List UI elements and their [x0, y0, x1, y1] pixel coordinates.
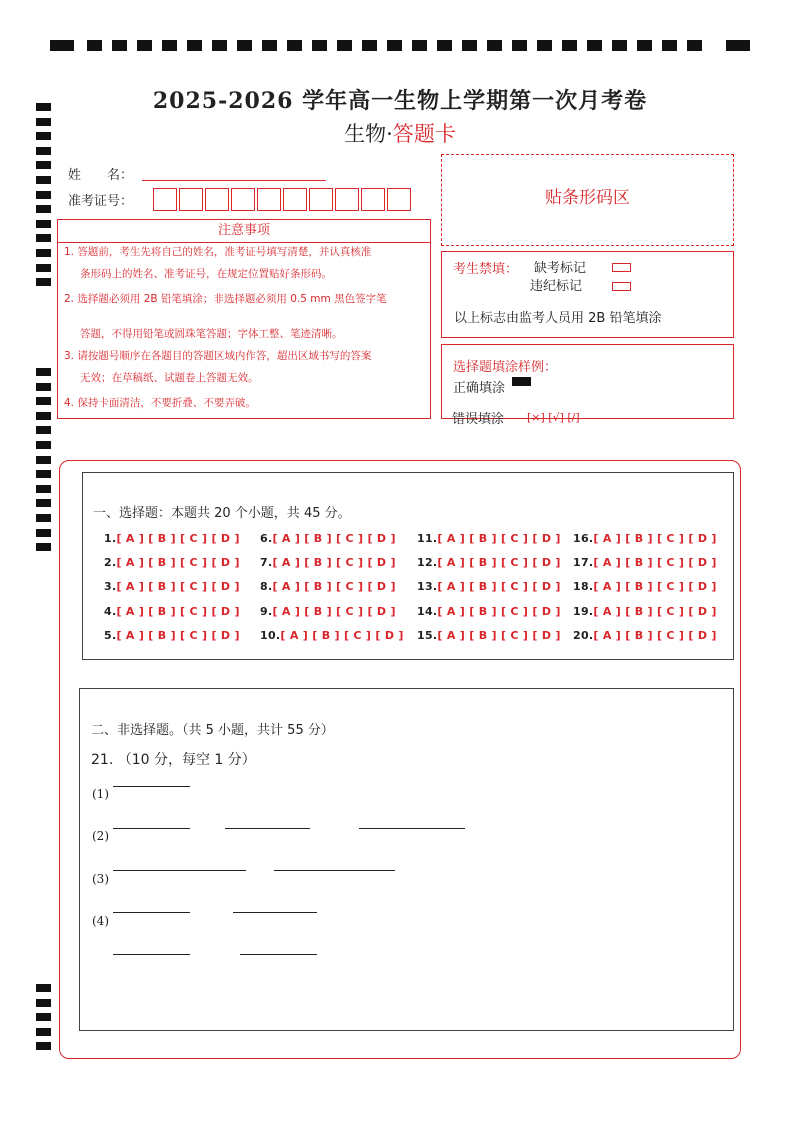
answer-options[interactable]: [ A ] [ B ] [ C ] [ D ] [272, 580, 396, 593]
part-label: (3) [92, 872, 109, 886]
mcq-question[interactable] [573, 605, 717, 618]
absence-box [441, 251, 734, 338]
answer-options[interactable]: [ A ] [ B ] [ C ] [ D ] [116, 580, 240, 593]
answer-options[interactable]: [ A ] [ B ] [ C ] [ D ] [593, 532, 717, 545]
timing-mark [36, 529, 51, 537]
notice-item: 1. 答题前，考生先将自己的姓名，准考证号填写清楚，并认真核准 [64, 246, 372, 258]
mcq-question[interactable] [104, 556, 240, 569]
answer-blank[interactable] [113, 912, 190, 913]
question-number: 2. [104, 556, 117, 569]
question-21-heading: 21. （10 分，每空 1 分） [91, 752, 256, 768]
page-title: 2025-2026 学年高一生物上学期第一次月考卷 [152, 88, 648, 114]
question-number: 9. [260, 605, 273, 618]
timing-mark [36, 1013, 51, 1021]
timing-mark [36, 161, 51, 169]
timing-mark [36, 176, 51, 184]
notice-box [57, 219, 431, 419]
question-number: 6. [260, 532, 273, 545]
timing-mark [36, 456, 51, 464]
correct-fill-sample [512, 377, 531, 386]
question-number: 20. [573, 629, 594, 642]
question-number: 7. [260, 556, 273, 569]
question-number: 19. [573, 605, 594, 618]
timing-mark [36, 1028, 51, 1036]
question-number: 8. [260, 580, 273, 593]
mcq-question[interactable] [104, 629, 240, 642]
answer-options[interactable]: [ A ] [ B ] [ C ] [ D ] [593, 629, 717, 642]
wrong-fill-label: 错误填涂 [452, 412, 505, 427]
answer-options[interactable]: [ A ] [ B ] [ C ] [ D ] [272, 556, 396, 569]
mcq-question[interactable] [260, 580, 396, 593]
timing-mark [36, 514, 51, 522]
answer-options[interactable]: [ A ] [ B ] [ C ] [ D ] [437, 532, 561, 545]
question-number: 18. [573, 580, 594, 593]
timing-marks-top [50, 40, 750, 52]
question-number: 16. [573, 532, 594, 545]
section1-heading: 一、选择题：本题共 20 个小题，共 45 分。 [93, 506, 351, 521]
answer-options[interactable]: [ A ] [ B ] [ C ] [ D ] [593, 580, 717, 593]
answer-card-label: 答题卡 [392, 122, 456, 146]
timing-mark [36, 205, 51, 213]
mcq-question[interactable] [104, 532, 240, 545]
answer-blank[interactable] [225, 828, 310, 829]
timing-mark [36, 426, 51, 434]
question-number: 15. [417, 629, 438, 642]
mcq-question[interactable] [260, 532, 396, 545]
timing-mark [36, 220, 51, 228]
correct-fill-label: 正确填涂 [453, 381, 506, 396]
mcq-question[interactable] [417, 556, 561, 569]
mcq-question[interactable] [573, 532, 717, 545]
answer-options[interactable]: [ A ] [ B ] [ C ] [ D ] [437, 629, 561, 642]
answer-blank[interactable] [113, 954, 190, 955]
answer-options[interactable]: [ A ] [ B ] [ C ] [ D ] [272, 532, 396, 545]
name-label: 姓 名： [68, 168, 134, 183]
timing-mark [36, 1042, 51, 1050]
mcq-question[interactable] [573, 629, 717, 642]
part-label: (2) [92, 829, 109, 843]
timing-mark [36, 368, 51, 376]
mcq-question[interactable] [417, 629, 561, 642]
mcq-question[interactable] [417, 532, 561, 545]
timing-mark [36, 470, 51, 478]
answer-options[interactable]: [ A ] [ B ] [ C ] [ D ] [437, 605, 561, 618]
part-label: (4) [92, 914, 109, 928]
timing-mark [36, 397, 51, 405]
violation-label: 违纪标记 [530, 279, 583, 294]
notice-item: 3. 请按题号顺序在各题目的答题区域内作答，超出区域书写的答案 [64, 350, 372, 362]
answer-options[interactable]: [ A ] [ B ] [ C ] [ D ] [116, 532, 240, 545]
timing-mark [36, 191, 51, 199]
timing-mark [36, 264, 51, 272]
question-number: 4. [104, 605, 117, 618]
notice-item: 4. 保持卡面清洁，不要折叠、不要弄破。 [64, 397, 256, 409]
timing-mark [36, 278, 51, 286]
answer-blank[interactable] [113, 786, 190, 787]
question-number: 3. [104, 580, 117, 593]
prohibit-label: 考生禁填： [453, 262, 519, 277]
timing-mark [36, 543, 51, 551]
mcq-question[interactable] [260, 605, 396, 618]
answer-blank[interactable] [274, 870, 395, 871]
answer-blank[interactable] [359, 828, 465, 829]
question-number: 14. [417, 605, 438, 618]
wrong-fill-samples: [×] [√] [/] [527, 411, 580, 424]
timing-mark [36, 499, 51, 507]
name-field[interactable] [142, 180, 326, 181]
part-label: (1) [92, 787, 109, 801]
mcq-question[interactable] [417, 605, 561, 618]
mcq-question[interactable] [260, 629, 404, 642]
subject-label: 生物· [344, 122, 393, 146]
question-number: 10. [260, 629, 281, 642]
timing-mark [36, 441, 51, 449]
answer-options[interactable]: [ A ] [ B ] [ C ] [ D ] [116, 629, 240, 642]
absent-mark-box[interactable] [612, 263, 631, 272]
sample-heading: 选择题填涂样例： [453, 360, 558, 375]
answer-options[interactable]: [ A ] [ B ] [ C ] [ D ] [116, 605, 240, 618]
answer-options[interactable]: [ A ] [ B ] [ C ] [ D ] [593, 605, 717, 618]
barcode-area: 贴条形码区 [441, 154, 734, 246]
mcq-question[interactable] [104, 605, 240, 618]
answer-blank[interactable] [113, 870, 246, 871]
timing-mark [36, 383, 51, 391]
answer-blank[interactable] [113, 828, 190, 829]
answer-options[interactable]: [ A ] [ B ] [ C ] [ D ] [116, 556, 240, 569]
notice-item: 无效；在草稿纸、试题卷上答题无效。 [80, 372, 259, 384]
page-subtitle [0, 118, 800, 148]
timing-mark [36, 412, 51, 420]
absent-label: 缺考标记 [534, 261, 587, 276]
question-number: 13. [417, 580, 438, 593]
section2-heading: 二、非选择题。（共 5 小题，共计 55 分） [91, 723, 334, 738]
timing-mark [36, 999, 51, 1007]
timing-mark [36, 234, 51, 242]
timing-mark [36, 249, 51, 257]
notice-item: 答题，不得用铅笔或圆珠笔答题；字体工整、笔迹清晰。 [80, 328, 343, 340]
answer-options[interactable]: [ A ] [ B ] [ C ] [ D ] [280, 629, 404, 642]
question-number: 5. [104, 629, 117, 642]
question-number: 12. [417, 556, 438, 569]
answer-options[interactable]: [ A ] [ B ] [ C ] [ D ] [437, 580, 561, 593]
exam-id-label: 准考证号： [68, 194, 134, 209]
timing-mark [36, 984, 51, 992]
notice-item: 2. 选择题必须用 2B 铅笔填涂；非选择题必须用 0.5 mm 黑色签字笔 [64, 293, 387, 305]
free-response-section [79, 688, 734, 1031]
answer-blank[interactable] [233, 912, 317, 913]
absence-note: 以上标志由监考人员用 2B 铅笔填涂 [454, 311, 662, 326]
timing-mark [36, 485, 51, 493]
mcq-question[interactable] [573, 556, 717, 569]
notice-heading: 注意事项 [58, 220, 430, 243]
question-number: 1. [104, 532, 117, 545]
mcq-question[interactable] [104, 580, 240, 593]
mcq-question[interactable] [417, 580, 561, 593]
violation-mark-box[interactable] [612, 282, 631, 291]
answer-options[interactable]: [ A ] [ B ] [ C ] [ D ] [593, 556, 717, 569]
mcq-question[interactable] [573, 580, 717, 593]
mcq-question[interactable] [260, 556, 396, 569]
answer-blank[interactable] [240, 954, 317, 955]
answer-options[interactable]: [ A ] [ B ] [ C ] [ D ] [272, 605, 396, 618]
question-number: 17. [573, 556, 594, 569]
answer-options[interactable]: [ A ] [ B ] [ C ] [ D ] [437, 556, 561, 569]
question-number: 11. [417, 532, 438, 545]
notice-item: 条形码上的姓名、准考证号，在规定位置贴好条形码。 [80, 268, 332, 280]
